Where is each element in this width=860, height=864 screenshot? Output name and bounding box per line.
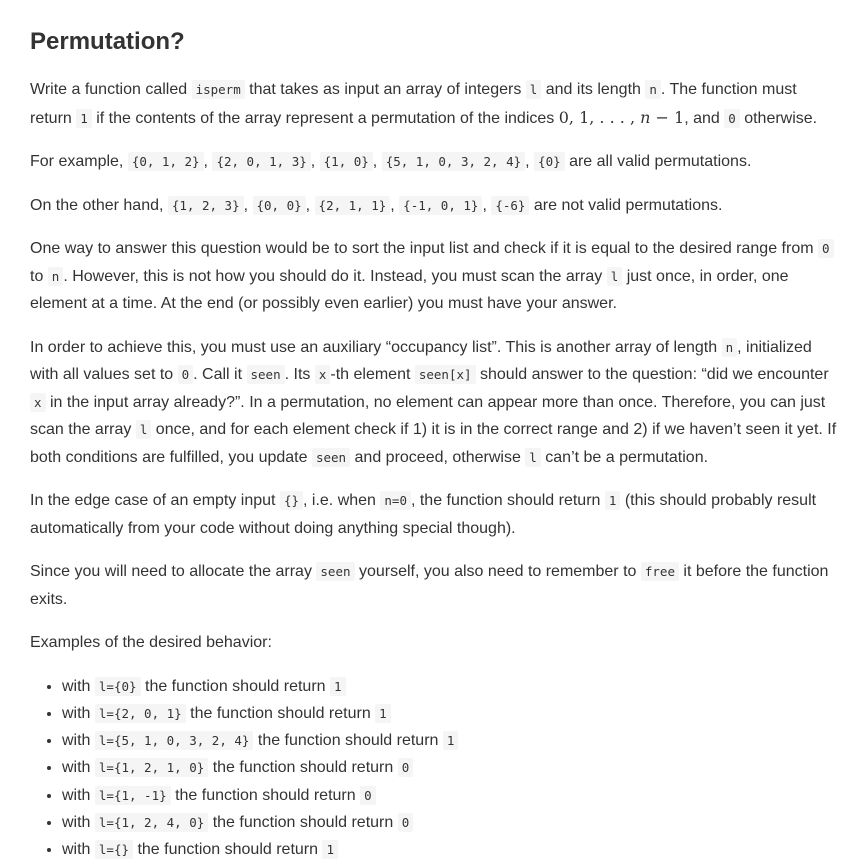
inline-code: isperm — [192, 80, 245, 99]
text: the function should return — [140, 677, 330, 695]
inline-code: {-6} — [491, 196, 529, 215]
text: (this should probably result automatically from your code without doing anything special though). — [30, 492, 817, 537]
inline-code: 0 — [818, 239, 834, 258]
list-item — [62, 673, 840, 700]
text: are not valid permutations. — [529, 196, 723, 214]
inline-code: {2, 0, 1, 3} — [212, 152, 310, 171]
inline-code: n — [645, 80, 661, 99]
text: if the contents of the array represent a permutation of the indices — [91, 109, 559, 127]
inline-code: {1, 2, 3} — [168, 196, 244, 215]
inline-code: 0 — [178, 365, 194, 384]
text: with — [62, 813, 95, 831]
text: to — [30, 267, 48, 285]
text: Write a function called — [30, 81, 192, 98]
inline-code: {2, 1, 1} — [315, 196, 391, 215]
text: On the other hand, — [30, 196, 168, 214]
inline-code: {-1, 0, 1} — [399, 196, 482, 215]
text: , i.e. when — [303, 492, 381, 509]
inline-code: l={1, 2, 4, 0} — [95, 813, 208, 832]
inline-code: 1 — [330, 677, 346, 696]
inline-code: {0, 1, 2} — [128, 152, 204, 171]
text: the function should return — [185, 704, 376, 722]
text: -th element — [330, 366, 415, 383]
text: with — [62, 677, 95, 695]
text: should answer to the question: “did we encounter — [475, 366, 829, 383]
inline-code: l={} — [95, 840, 133, 859]
text: yourself, you also need to remember to — [354, 563, 641, 580]
separator: , — [525, 153, 535, 170]
inline-code: n — [48, 267, 64, 286]
text: , and — [684, 109, 725, 127]
inline-code: n — [722, 338, 738, 357]
text: the function should return — [170, 786, 361, 804]
text: are all valid permutations. — [564, 153, 752, 170]
text: with — [62, 732, 95, 750]
inline-code: 0 — [360, 786, 376, 805]
text: In order to achieve this, you must use an auxiliary “occupancy list”. This is another array of length — [30, 338, 722, 356]
text: with — [62, 786, 95, 804]
text: . Call it — [193, 366, 247, 383]
inline-code: 0 — [724, 109, 740, 128]
text: the function should return — [208, 759, 398, 777]
text: with — [62, 704, 95, 722]
list-item — [62, 782, 840, 809]
inline-code: l={1, -1} — [95, 786, 171, 805]
inline-code: seen[x] — [415, 365, 476, 384]
inline-code: 0 — [398, 813, 414, 832]
text: that takes as input an array of integers — [244, 81, 526, 98]
text: once, and for each element check if 1) it is in the correct range and 2) if we haven’t seen it yet. If both conditions are fulfilled, you update — [30, 421, 837, 466]
text: One way to answer this question would be to sort the input list and check if it is equal to the desired range from — [30, 240, 818, 257]
separator: , — [243, 196, 253, 214]
text: and its length — [541, 81, 646, 98]
text: . However, this is not how you should do it. Instead, you must scan the array — [63, 267, 607, 285]
page-title: Permutation? — [30, 28, 185, 55]
text: it before the function exits. — [30, 563, 829, 608]
inline-code: 1 — [375, 704, 391, 723]
inline-code: n=0 — [380, 491, 411, 510]
list-item — [62, 727, 840, 754]
math-part: − 1 — [650, 107, 685, 127]
inline-code: 1 — [443, 731, 459, 750]
math-part: 0, 1, . . . , — [558, 107, 641, 127]
text: . Its — [284, 366, 315, 383]
inline-code: {5, 1, 0, 3, 2, 4} — [382, 152, 525, 171]
approach-paragraph — [30, 235, 840, 318]
inline-code: l — [136, 420, 152, 439]
inline-code: 1 — [605, 491, 621, 510]
inline-code: {1, 0} — [320, 152, 373, 171]
text: For example, — [30, 153, 128, 170]
inline-code: l={1, 2, 1, 0} — [95, 758, 208, 777]
inline-code: seen — [316, 562, 354, 581]
text: , initialized with all values set to — [30, 338, 812, 383]
text: in the input array already?”. In a permutation, no element can appear more than once. Therefore, you can just scan the array — [30, 393, 826, 438]
edge-case-paragraph — [30, 487, 840, 542]
inline-code: 1 — [322, 840, 338, 859]
inline-code: l={5, 1, 0, 3, 2, 4} — [95, 731, 254, 750]
separator: , — [390, 196, 400, 214]
inline-code: {0} — [534, 152, 565, 171]
text: otherwise. — [739, 109, 818, 127]
inline-code: 0 — [398, 758, 414, 777]
text: and proceed, otherwise — [350, 448, 526, 466]
inline-code: free — [641, 562, 679, 581]
inline-code: seen — [312, 448, 350, 467]
text: , the function should return — [410, 492, 605, 509]
separator: , — [482, 196, 492, 214]
text: the function should return — [253, 732, 443, 750]
examples-heading: Examples of the desired behavior: — [30, 634, 272, 651]
free-memory-paragraph — [30, 558, 840, 613]
intro-paragraph — [30, 76, 840, 132]
separator: , — [203, 153, 213, 170]
text: Since you will need to allocate the array — [30, 563, 317, 580]
text: . The function must return — [30, 81, 797, 127]
inline-code: x — [30, 393, 46, 412]
inline-code: x — [315, 365, 331, 384]
text: with — [62, 759, 95, 777]
inline-code: l — [607, 267, 623, 286]
list-item — [62, 700, 840, 727]
text: can’t be a permutation. — [540, 448, 709, 466]
list-item — [62, 754, 840, 781]
math-variable: n — [640, 107, 651, 127]
text: with — [62, 841, 95, 859]
inline-code: l={2, 0, 1} — [95, 704, 186, 723]
inline-code: seen — [247, 365, 285, 384]
separator: , — [310, 153, 320, 170]
inline-code: 1 — [76, 109, 92, 128]
text: the function should return — [133, 841, 323, 859]
invalid-examples-paragraph — [30, 192, 840, 220]
list-item — [62, 809, 840, 836]
valid-examples-paragraph — [30, 148, 840, 176]
separator: , — [305, 196, 315, 214]
inline-code: {0, 0} — [253, 196, 306, 215]
examples-list — [30, 673, 840, 864]
inline-code: l — [526, 80, 542, 99]
list-item — [62, 836, 840, 863]
text: the function should return — [208, 813, 398, 831]
occupancy-paragraph — [30, 334, 840, 472]
text: just once, in order, one element at a time. At the end (or possibly even earlier) you must have your answer. — [30, 267, 789, 312]
math-range — [559, 108, 684, 127]
inline-code: {} — [280, 491, 303, 510]
separator: , — [372, 153, 382, 170]
inline-code: l={0} — [95, 677, 141, 696]
text: In the edge case of an empty input — [30, 492, 280, 509]
inline-code: l — [525, 448, 541, 467]
